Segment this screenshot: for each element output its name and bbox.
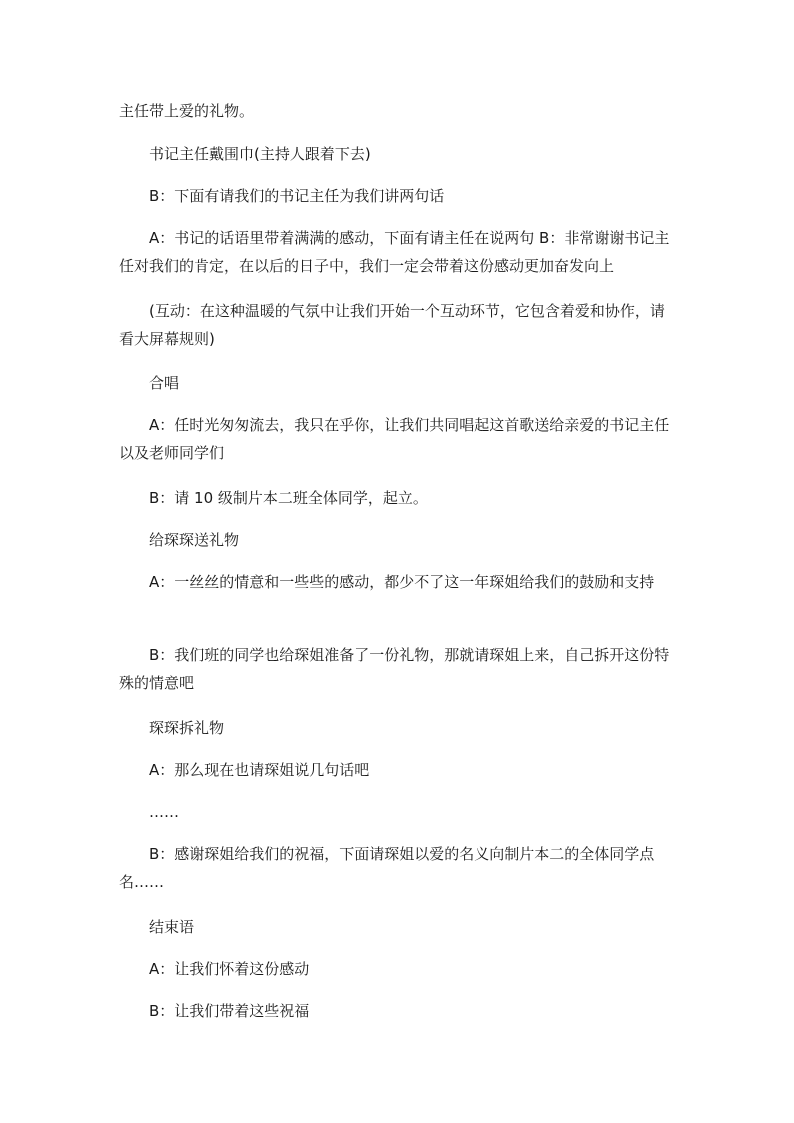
paragraph: A：一丝丝的情意和一些些的感动，都少不了这一年琛姐给我们的鼓励和支持 [149, 573, 655, 591]
paragraph: 给琛琛送礼物 [149, 531, 240, 549]
paragraph: 主任带上爱的礼物。 [119, 102, 255, 120]
paragraph: B：请 10 级制片本二班全体同学，起立。 [149, 489, 428, 507]
paragraph: B：让我们带着这些祝福 [149, 1002, 310, 1020]
paragraph: 书记主任戴围巾(主持人跟着下去) [149, 145, 371, 163]
paragraph: B：感谢琛姐给我们的祝福，下面请琛姐以爱的名义向制片本二的全体同学点名…… [119, 845, 655, 891]
paragraph: (互动：在这种温暖的气氛中让我们开始一个互动环节，它包含着爱和协作，请看大屏幕规则) [119, 302, 665, 348]
paragraph: 合唱 [149, 374, 180, 392]
paragraph: A：任时光匆匆流去，我只在乎你，让我们共同唱起这首歌送给亲爱的书记主任以及老师同学们 [119, 416, 670, 462]
paragraph: …… [149, 803, 179, 821]
paragraph: A：书记的话语里带着满满的感动，下面有请主任在说两句 B：非常谢谢书记主任对我们的肯定，在以后的日子中，我们一定会带着这份感动更加奋发向上 [119, 229, 670, 275]
paragraph: 琛琛拆礼物 [149, 719, 225, 737]
paragraph: A：那么现在也请琛姐说几句话吧 [149, 761, 370, 779]
paragraph: A：让我们怀着这份感动 [149, 960, 310, 978]
paragraph: B：我们班的同学也给琛姐准备了一份礼物，那就请琛姐上来，自己拆开这份特殊的情意吧 [119, 646, 670, 692]
paragraph: 结束语 [149, 918, 195, 936]
paragraph: B：下面有请我们的书记主任为我们讲两句话 [149, 187, 445, 205]
